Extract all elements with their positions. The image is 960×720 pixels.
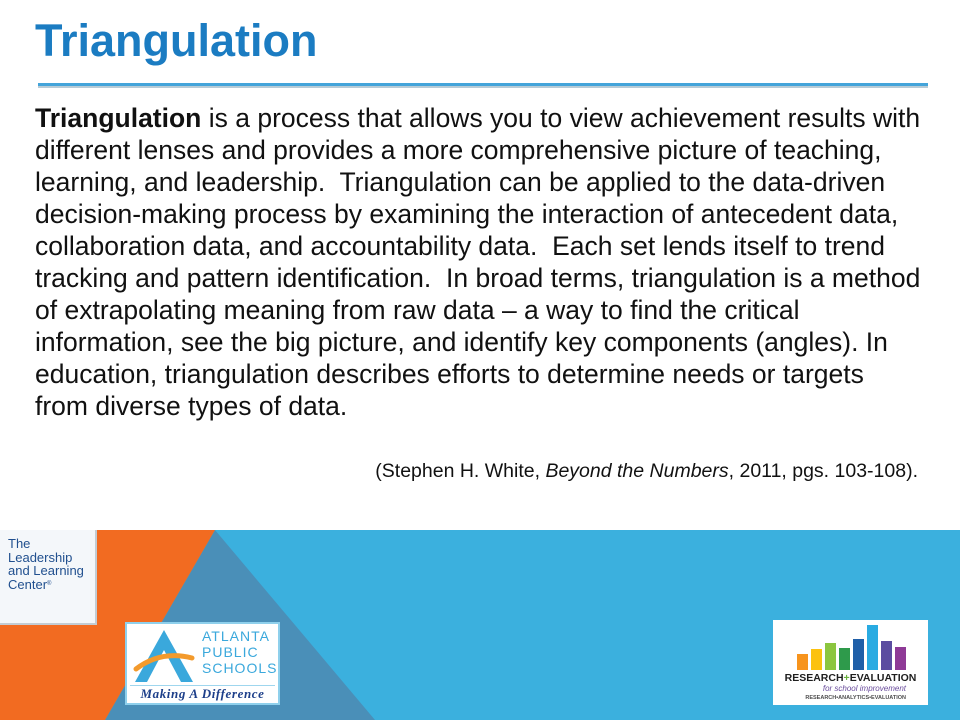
body-line: information, see the big picture, and identify key components (angles). In	[35, 327, 888, 357]
slide-title: Triangulation	[35, 15, 318, 66]
bar-chart-icon	[797, 624, 907, 670]
logo-bar	[867, 625, 878, 670]
body-line: from diverse types of data.	[35, 391, 348, 421]
body-paragraph	[35, 102, 935, 422]
logo-bar	[853, 639, 864, 670]
logo-bar	[839, 648, 850, 670]
aps-word: PUBLIC	[202, 644, 259, 660]
citation-details: , 2011, pgs. 103-108).	[728, 460, 918, 482]
logo-bar	[825, 643, 836, 670]
logo-bar	[895, 647, 906, 670]
citation-book-title: Beyond the Numbers	[545, 460, 729, 482]
logo-text-line	[8, 578, 84, 592]
logo-bar	[797, 654, 808, 670]
research-evaluation-logo	[773, 620, 928, 705]
aps-tagline: Making A Difference	[130, 685, 275, 702]
logo-text-line: The	[8, 536, 31, 551]
leadership-learning-center-wordmark	[8, 537, 84, 591]
logo-bar	[881, 641, 892, 670]
citation	[375, 459, 918, 483]
re-tagline: RESEARCH•ANALYTICS•EVALUATION	[805, 695, 906, 701]
body-line: tracking and pattern identification. In broad terms, triangulation is a method	[35, 263, 921, 293]
body-line: different lenses and provides a more comprehensive picture of teaching,	[35, 135, 882, 165]
body-line: decision-making process by examining the interaction of antecedent data,	[35, 199, 899, 229]
atlanta-public-schools-logo	[125, 622, 280, 705]
re-word-research: RESEARCH	[784, 672, 844, 684]
body-lead-term: Triangulation	[35, 103, 202, 133]
re-subtitle: for school improvement	[822, 684, 906, 693]
logo-text-line: and Learning	[8, 563, 84, 578]
body-line: of extrapolating meaning from raw data – a way to find the critical	[35, 295, 800, 325]
body-line-text: is a process that allows you to view achievement results with	[201, 103, 921, 133]
logo-text-center: Center	[8, 576, 48, 592]
citation-author: (Stephen H. White,	[375, 460, 546, 482]
aps-word: SCHOOLS	[202, 660, 278, 676]
registered-mark: ®	[47, 580, 52, 587]
aps-a-icon	[133, 628, 195, 684]
logo-bar	[811, 649, 822, 670]
body-line: learning, and leadership. Triangulation can be applied to the data-driven	[35, 167, 886, 197]
title-underline-rule	[38, 83, 928, 88]
body-line: collaboration data, and accountability data. Each set lends itself to trend	[35, 231, 886, 261]
body-line	[35, 102, 935, 134]
aps-wordmark	[202, 628, 277, 676]
leadership-learning-center-logo	[0, 530, 97, 625]
re-wordmark	[773, 672, 928, 684]
logo-text-line: Leadership	[8, 549, 73, 565]
re-word-evaluation: EVALUATION	[849, 672, 917, 684]
re-plus: +	[843, 672, 850, 684]
aps-word: ATLANTA	[202, 628, 270, 644]
body-line: education, triangulation describes efforts to determine needs or targets	[35, 359, 864, 389]
